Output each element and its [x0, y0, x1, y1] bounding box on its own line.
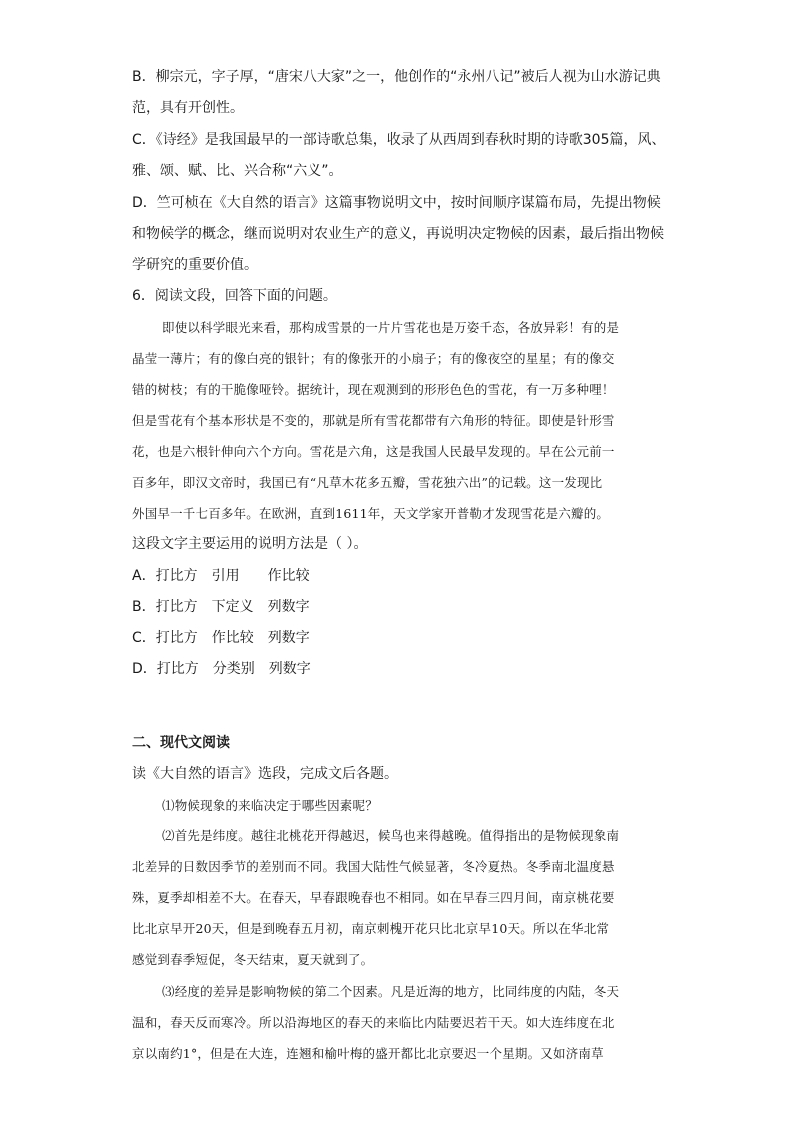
section-heading: 二、现代文阅读 — [132, 735, 230, 751]
reading-paragraph-3-line: 京以南约1°，但是在大连，连翘和榆叶梅的盛开都比北京要迟一个星期。又如济南草 — [132, 1046, 604, 1061]
q5-option-b-line1: B．柳宗元，字子厚，“唐宋八大家”之一，他创作的“永州八记”被后人视为山水游记典 — [132, 69, 661, 85]
q6-passage-line: 但是雪花有个基本形状是不变的，那就是所有雪花都带有六角形的特征。即使是针形雪 — [132, 413, 615, 428]
q6-passage-line: 百多年，即汉文帝时，我国已有“凡草木花多五瓣，雪花独六出”的记载。这一发现比 — [132, 475, 603, 490]
q6-option-a: A．打比方 引用 作比较 — [132, 568, 310, 584]
q6-option-b: B．打比方 下定义 列数字 — [132, 599, 310, 615]
reading-paragraph-1: ⑴物候现象的来临决定于哪些因素呢？ — [162, 798, 378, 813]
reading-paragraph-3-line: ⑶经度的差异是影响物候的第二个因素。凡是近海的地方，比同纬度的内陆，冬天 — [162, 984, 620, 999]
q5-option-d-line3: 学研究的重要价值。 — [132, 257, 258, 273]
q6-passage-line: 外国早一千七百多年。在欧洲，直到1611年，天文学家开普勒才发现雪花是六瓣的。 — [132, 506, 610, 521]
reading-paragraph-2-line: 殊，夏季却相差不大。在春天，早春跟晚春也不相同。如在早春三四月间，南京桃花要 — [132, 890, 615, 905]
reading-paragraph-2-line: 比北京早开20天，但是到晚春五月初，南京刺槐开花只比北京早10天。所以在华北常 — [132, 921, 610, 936]
q5-option-d-line2: 和物候学的概念，继而说明对农业生产的意义，再说明决定物候的因素，最后指出物候 — [132, 226, 664, 242]
q5-option-b-line2: 范，具有开创性。 — [132, 100, 244, 116]
reading-paragraph-2-line: ⑵首先是纬度。越往北桃花开得越迟，候鸟也来得越晚。值得指出的是物候现象南 — [162, 828, 620, 843]
q6-question: 这段文字主要运用的说明方法是（ ）。 — [132, 536, 368, 552]
q5-option-c-line1: C．《诗经》是我国最早的一部诗歌总集，收录了从西周到春秋时期的诗歌305篇，风、 — [132, 132, 666, 148]
reading-paragraph-3-line: 温和，春天反而寒冷。所以沿海地区的春天的来临比内陆要迟若干天。如大连纬度在北 — [132, 1015, 615, 1030]
q6-stem: 6．阅读文段，回答下面的问题。 — [132, 288, 337, 304]
q6-option-d: D．打比方 分类别 列数字 — [132, 661, 311, 677]
q6-passage-line: 晶莹一薄片；有的像白亮的银针；有的像张开的小扇子；有的像夜空的星星；有的像交 — [132, 351, 615, 366]
section-instruction: 读《大自然的语言》选段，完成文后各题。 — [132, 766, 398, 782]
reading-paragraph-2-line: 北差异的日数因季节的差别而不同。我国大陆性气候显著，冬冷夏热。冬季南北温度悬 — [132, 859, 615, 874]
q6-option-c: C．打比方 作比较 列数字 — [132, 630, 310, 646]
q6-passage-line: 花，也是六根针伸向六个方向。雪花是六角，这是我国人民最早发现的。早在公元前一 — [132, 444, 615, 459]
q5-option-c-line2: 雅、颂、赋、比、兴合称“六义”。 — [132, 163, 343, 179]
q6-passage-line: 即使以科学眼光来看，那构成雪景的一片片雪花也是万姿千态，各放异彩！有的是 — [162, 320, 620, 335]
q5-option-d-line1: D．竺可桢在《大自然的语言》这篇事物说明文中，按时间顺序谋篇布局，先提出物候 — [132, 195, 661, 211]
reading-paragraph-2-line: 感觉到春季短促，冬天结束，夏天就到了。 — [132, 952, 374, 967]
q6-passage-line: 错的树枝；有的干脆像哑铃。据统计，现在观测到的形形色色的雪花，有一万多种哩！ — [132, 382, 615, 397]
